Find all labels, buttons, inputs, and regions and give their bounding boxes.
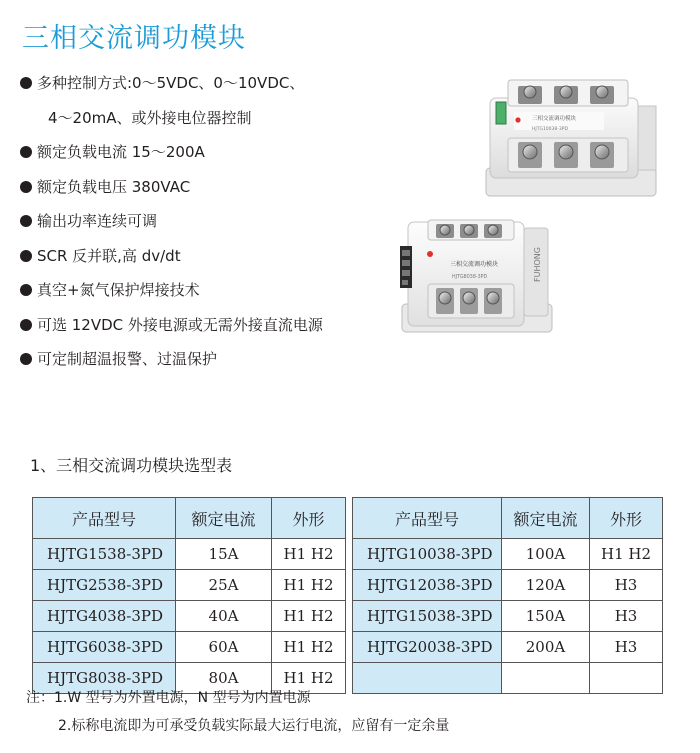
product-image-front-module (398, 218, 556, 336)
page-title: 三相交流调功模块 (22, 23, 246, 54)
notes (26, 684, 449, 740)
column-header: 产品型号 (353, 498, 502, 539)
current-cell: 150A (502, 601, 590, 632)
model-cell: HJTG6038-3PD (33, 632, 176, 663)
feature-item: 可定制超温报警、过温保护 (20, 342, 323, 377)
current-cell: 80A (176, 663, 272, 694)
table-header-row (33, 498, 346, 539)
table-row (353, 570, 663, 601)
table-row (353, 632, 663, 663)
shape-cell: H1 H2 (590, 539, 663, 570)
column-header: 外形 (590, 498, 663, 539)
model-cell: HJTG1538-3PD (33, 539, 176, 570)
shape-cell: H1 H2 (272, 663, 346, 694)
model-cell: HJTG15038-3PD (353, 601, 502, 632)
product-label-text: 三相交流调功模块 (532, 116, 577, 122)
feature-item: 真空+氮气保护焊接技术 (20, 273, 323, 308)
current-cell (502, 663, 590, 694)
current-cell: 60A (176, 632, 272, 663)
table-row (353, 601, 663, 632)
model-cell: HJTG2538-3PD (33, 570, 176, 601)
shape-cell: H1 H2 (272, 570, 346, 601)
current-cell: 100A (502, 539, 590, 570)
shape-cell: H1 H2 (272, 539, 346, 570)
feature-item: 额定负载电流 15～200A (20, 135, 323, 170)
feature-item: SCR 反并联,高 dv/dt (20, 239, 323, 274)
bullet-icon (20, 181, 32, 193)
model-cell: HJTG10038-3PD (353, 539, 502, 570)
column-header: 额定电流 (502, 498, 590, 539)
note-item: 注：1.W 型号为外置电源，N 型号为内置电源 (26, 690, 311, 706)
feature-item: 输出功率连续可调 (20, 204, 323, 239)
spec-table-right (352, 497, 663, 694)
table-row (33, 570, 346, 601)
table-header-row (353, 498, 663, 539)
bullet-icon (20, 284, 32, 296)
spec-table-left (32, 497, 346, 694)
column-header: 外形 (272, 498, 346, 539)
column-header: 产品型号 (33, 498, 176, 539)
feature-item: 4～20mA、或外接电位器控制 (48, 108, 252, 127)
section-title: 1、三相交流调功模块选型表 (30, 456, 233, 475)
bullet-icon (20, 353, 32, 365)
bullet-icon (20, 215, 32, 227)
table-row (353, 539, 663, 570)
bullet-icon (20, 250, 32, 262)
product-image-top-module (484, 76, 660, 200)
shape-cell: H3 (590, 632, 663, 663)
brand-text: FUHONG (533, 247, 542, 282)
current-cell: 25A (176, 570, 272, 601)
note-item: 2.标称电流即为可承受负载实际最大运行电流，应留有一定余量 (58, 718, 450, 734)
product-model-text: HJTG10038-3PD (532, 127, 568, 132)
shape-cell: H3 (590, 570, 663, 601)
feature-item: 可选 12VDC 外接电源或无需外接直流电源 (20, 308, 323, 343)
shape-cell: H3 (590, 601, 663, 632)
model-cell: HJTG12038-3PD (353, 570, 502, 601)
model-cell: HJTG8038-3PD (33, 663, 176, 694)
column-header: 额定电流 (176, 498, 272, 539)
current-cell: 15A (176, 539, 272, 570)
shape-cell (590, 663, 663, 694)
shape-cell: H1 H2 (272, 632, 346, 663)
bullet-icon (20, 146, 32, 158)
table-row (33, 632, 346, 663)
product-model-text: HJTG8038-3PD (452, 275, 488, 280)
model-cell: HJTG20038-3PD (353, 632, 502, 663)
product-label-text: 三相交流调功模块 (450, 261, 499, 268)
shape-cell: H1 H2 (272, 601, 346, 632)
bullet-icon (20, 319, 32, 331)
current-cell: 40A (176, 601, 272, 632)
current-cell: 200A (502, 632, 590, 663)
feature-list (20, 66, 323, 377)
feature-item: 多种控制方式:0～5VDC、0～10VDC、 (20, 66, 323, 101)
feature-item: 额定负载电压 380VAC (20, 170, 323, 205)
table-row (33, 539, 346, 570)
table-row (33, 601, 346, 632)
bullet-icon (20, 77, 32, 89)
model-cell: HJTG4038-3PD (33, 601, 176, 632)
current-cell: 120A (502, 570, 590, 601)
